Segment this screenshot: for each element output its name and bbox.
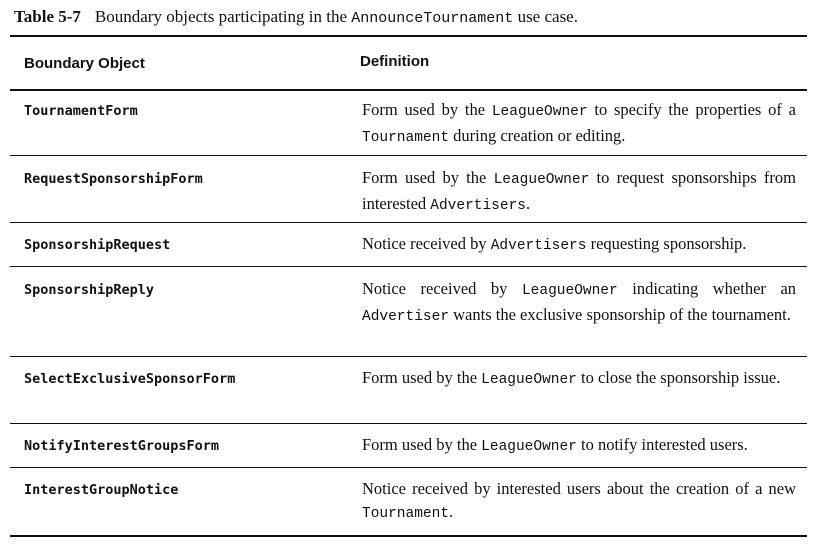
class-name: Tournament <box>362 130 450 146</box>
boundary-object-name: InterestGroupNotice <box>24 482 179 498</box>
boundary-object-definition: Form used by the LeagueOwner to close the sponsorship issue. <box>362 368 781 388</box>
row-divider <box>10 266 807 267</box>
caption-use-case-name: AnnounceTournament <box>351 10 514 27</box>
header-rule <box>10 89 807 91</box>
top-rule <box>10 35 807 37</box>
table-caption <box>14 7 578 29</box>
row-divider <box>10 155 807 156</box>
class-name: LeagueOwner <box>481 439 577 455</box>
table-number: Table 5-7 <box>14 7 81 26</box>
row-divider <box>10 222 807 223</box>
bottom-rule <box>10 535 807 537</box>
boundary-object-definition: Notice received by interested users about the creation of a new Tournament. <box>362 479 796 522</box>
boundary-object-name: NotifyInterestGroupsForm <box>24 438 220 454</box>
row-divider <box>10 467 807 468</box>
class-name: Tournament <box>362 506 450 522</box>
boundary-object-definition: Notice received by LeagueOwner indicating whether an Advertiser wants the exclusive sponsorship of the tournament. <box>362 279 797 325</box>
class-name: Advertisers <box>430 198 526 214</box>
boundary-object-definition: Form used by the LeagueOwner to notify interested users. <box>362 435 748 455</box>
boundary-object-name: SelectExclusiveSponsorForm <box>24 371 236 387</box>
boundary-object-definition: Notice received by Advertisers requesting sponsorship. <box>362 234 747 254</box>
boundary-object-name: RequestSponsorshipForm <box>24 171 203 187</box>
column-header-object: Boundary Object <box>24 55 145 72</box>
class-name: Advertiser <box>362 309 450 325</box>
class-name: LeagueOwner <box>521 283 618 299</box>
class-name: Advertisers <box>490 238 587 254</box>
boundary-object-name: SponsorshipReply <box>24 282 155 298</box>
boundary-object-definition: Form used by the LeagueOwner to specify the properties of a Tournament during creation or editing. <box>362 100 797 146</box>
class-name: LeagueOwner <box>493 172 590 188</box>
boundary-object-definition: Form used by the LeagueOwner to request sponsorships from interested Advertisers. <box>362 168 797 214</box>
caption-text: Boundary objects participating in the <box>94 7 348 26</box>
class-name: LeagueOwner <box>491 104 588 120</box>
caption-text-end: use case. <box>517 7 578 26</box>
boundary-object-name: TournamentForm <box>24 103 138 119</box>
column-header-definition: Definition <box>360 53 430 70</box>
class-name: LeagueOwner <box>481 372 577 388</box>
boundary-object-name: SponsorshipRequest <box>24 237 171 253</box>
row-divider <box>10 423 807 424</box>
row-divider <box>10 356 807 357</box>
